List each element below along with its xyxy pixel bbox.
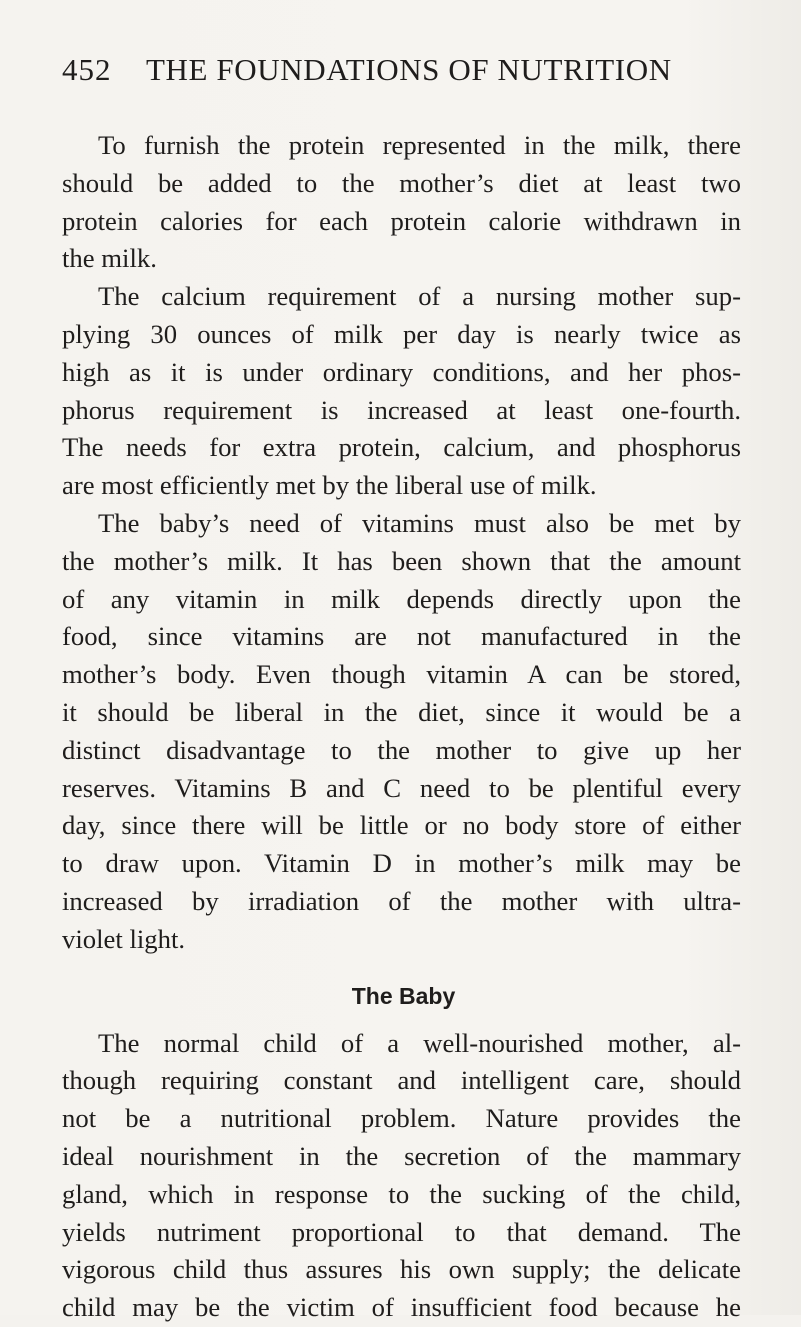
text-line: plying 30 ounces of milk per day is nearly twice as — [62, 318, 741, 349]
text-line: the mother’s milk. It has been shown that the amount — [62, 545, 741, 576]
text-line: protein calories for each protein calorie withdrawn in — [62, 205, 741, 236]
text-line: To furnish the protein represented in the milk, there — [98, 130, 741, 160]
paragraph-vitamins — [62, 505, 741, 959]
text-line: The baby’s need of vitamins must also be met by — [98, 507, 741, 538]
section-heading: The Baby — [351, 982, 456, 1009]
text-line: not be a nutritional problem. Nature provides the — [62, 1103, 741, 1134]
text-line: of any vitamin in milk depends directly upon the — [62, 583, 741, 614]
text-line: the milk. — [62, 243, 157, 274]
page-number: 452 — [62, 52, 112, 87]
text-line: distinct disadvantage to the mother to give up her — [62, 734, 741, 765]
text-line: are most efficiently met by the liberal use of milk. — [62, 470, 597, 501]
text-line: gland, which in response to the sucking of the child, — [62, 1178, 741, 1209]
paragraph-protein — [62, 127, 741, 278]
text-line: it should be liberal in the diet, since it would be a — [62, 696, 741, 727]
text-line: yields nutriment proportional to that demand. The — [62, 1216, 741, 1247]
text-line: to draw upon. Vitamin D in mother’s milk may be — [62, 848, 741, 879]
text-line: The needs for extra protein, calcium, and phosphorus — [62, 432, 741, 463]
text-line: increased by irradiation of the mother with ultra- — [62, 885, 741, 916]
text-line: phorus requirement is increased at least one-fourth. — [62, 394, 741, 425]
text-line: should be added to the mother’s diet at least two — [62, 167, 741, 198]
text-line: mother’s body. Even though vitamin A can be stored, — [62, 659, 741, 690]
running-title: THE FOUNDATIONS OF NUTRITION — [146, 52, 672, 87]
paragraph-baby — [62, 1025, 741, 1327]
text-line: violet light. — [62, 923, 186, 954]
text-line: reserves. Vitamins B and C need to be plentiful every — [62, 772, 741, 803]
body-text — [62, 127, 741, 1327]
text-line: ideal nourishment in the secretion of the mammary — [62, 1140, 741, 1171]
text-line: The normal child of a well-nourished mother, al- — [98, 1027, 741, 1058]
text-line: though requiring constant and intelligent care, should — [62, 1065, 741, 1096]
text-line: high as it is under ordinary conditions, and her phos- — [62, 356, 741, 387]
text-line: vigorous child thus assures his own supply; the delicate — [62, 1254, 741, 1285]
text-line: child may be the victim of insufficient food because he — [62, 1292, 741, 1323]
running-head — [62, 52, 742, 96]
text-line: food, since vitamins are not manufactured in the — [62, 621, 741, 652]
text-line: The calcium requirement of a nursing mother sup- — [98, 281, 741, 312]
paragraph-calcium — [62, 278, 741, 505]
text-line: day, since there will be little or no body store of either — [62, 810, 741, 841]
